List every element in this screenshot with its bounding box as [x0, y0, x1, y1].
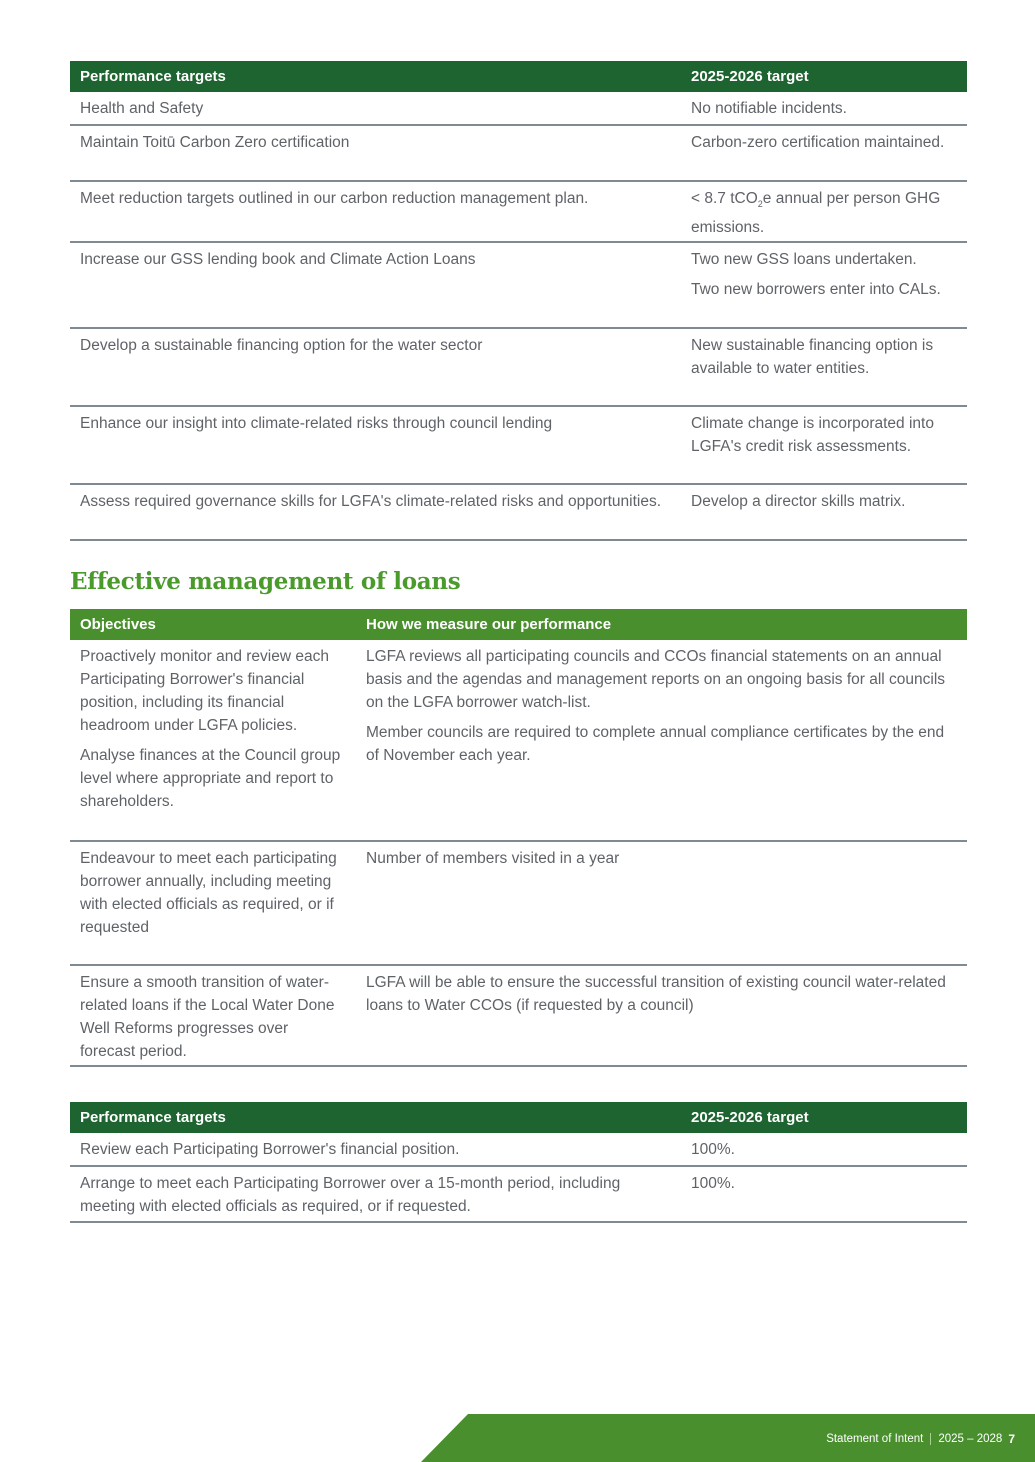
target-cell: Arrange to meet each Participating Borrower over a 15-month period, including meeting with elected officials as required, or if requested.: [70, 1166, 681, 1222]
performance-targets-table: [70, 61, 967, 541]
target-cell: Maintain Toitū Carbon Zero certification: [70, 125, 681, 181]
objective-cell: [70, 640, 356, 841]
goal-text: Two new GSS loans undertaken.: [691, 251, 917, 269]
objective-text: Proactively monitor and review each Participating Borrower's financial position, including its financial headroom under LGFA policies.: [80, 648, 329, 734]
goal-cell: [681, 484, 967, 540]
goal-cell: [681, 242, 967, 328]
measure-cell: [356, 965, 967, 1066]
target-cell: Increase our GSS lending book and Climate Action Loans: [70, 242, 681, 328]
target-cell: Enhance our insight into climate-related risks through council lending: [70, 406, 681, 484]
objective-cell: [70, 841, 356, 965]
column-header: Objectives: [70, 609, 356, 640]
table-header-row: [70, 61, 967, 92]
table-row: [70, 640, 967, 841]
measure-cell: [356, 841, 967, 965]
goal-text: [691, 187, 957, 239]
column-header: Performance targets: [70, 1102, 681, 1133]
section-title: Effective management of loans: [70, 568, 461, 595]
goal-cell: [681, 181, 967, 242]
goal-text: Two new borrowers enter into CALs.: [691, 281, 941, 299]
page-number: 7: [1008, 1432, 1015, 1446]
goal-text: Carbon-zero certification maintained.: [691, 134, 945, 151]
column-header: Performance targets: [70, 61, 681, 92]
measure-text: Member councils are required to complete annual compliance certificates by the end of November each year.: [366, 724, 945, 764]
measure-text: LGFA will be able to ensure the successful transition of existing council water-related loans to Water CCOs (if requested by a council): [366, 974, 946, 1014]
goal-text: Climate change is incorporated into LGFA's credit risk assessments.: [691, 415, 934, 456]
goal-text: Develop a director skills matrix.: [691, 493, 906, 511]
subscript: 2: [757, 199, 763, 210]
target-cell: Assess required governance skills for LGFA's climate-related risks and opportunities.: [70, 484, 681, 540]
goal-text-part: < 8.7 tCO: [691, 190, 758, 207]
table-header-row: [70, 1102, 967, 1133]
page-footer: [0, 1414, 1035, 1462]
footer-divider: [930, 1433, 931, 1445]
goal-text: 100%.: [691, 1141, 735, 1158]
target-cell: Meet reduction targets outlined in our carbon reduction management plan.: [70, 181, 681, 242]
target-cell: Review each Participating Borrower's financial position.: [70, 1133, 681, 1166]
footer-years: 2025 – 2028: [938, 1433, 1003, 1445]
goal-text: New sustainable financing option is available to water entities.: [691, 337, 934, 378]
column-header: 2025-2026 target: [681, 1102, 967, 1133]
goal-cell: [681, 92, 967, 125]
objective-text: Endeavour to meet each participating borrower annually, including meeting with elected officials as required, or if requested: [80, 850, 337, 936]
table-row: [70, 1166, 967, 1222]
goal-cell: [681, 1166, 967, 1222]
goal-text: 100%.: [691, 1175, 735, 1192]
column-header: 2025-2026 target: [681, 61, 967, 92]
column-header: How we measure our performance: [356, 609, 967, 640]
objective-text: Analyse finances at the Council group level where appropriate and report to shareholders.: [80, 747, 341, 810]
table-row: [70, 125, 967, 181]
measure-cell: [356, 640, 967, 841]
measure-text: Number of members visited in a year: [366, 850, 620, 867]
table-row: [70, 242, 967, 328]
objective-cell: [70, 965, 356, 1066]
goal-cell: [681, 406, 967, 484]
table-row: [70, 328, 967, 406]
footer-doc-title: Statement of Intent: [826, 1433, 924, 1445]
table-header-row: [70, 609, 967, 640]
table-row: [70, 1133, 967, 1166]
measure-text: LGFA reviews all participating councils and CCOs financial statements on an annual basis and the agendas and management reports on an ongoing basis for all councils on the LGFA borrower watch-list.: [366, 648, 946, 711]
objective-text: Ensure a smooth transition of water-related loans if the Local Water Done Well Reforms progresses over forecast period.: [80, 974, 335, 1060]
loan-targets-table: [70, 1102, 967, 1223]
table-row: [70, 841, 967, 965]
footer-text: [826, 1432, 1015, 1446]
goal-text: No notifiable incidents.: [691, 100, 847, 117]
target-cell: Health and Safety: [70, 92, 681, 125]
table-row: [70, 406, 967, 484]
table-row: [70, 484, 967, 540]
target-cell: Develop a sustainable financing option for the water sector: [70, 328, 681, 406]
objectives-table: [70, 609, 967, 1067]
goal-cell: [681, 1133, 967, 1166]
table-row: [70, 181, 967, 242]
goal-text-part: e annual per person GHG emissions.: [691, 190, 941, 237]
goal-cell: [681, 125, 967, 181]
table-row: [70, 92, 967, 125]
table-row: [70, 965, 967, 1066]
goal-cell: [681, 328, 967, 406]
